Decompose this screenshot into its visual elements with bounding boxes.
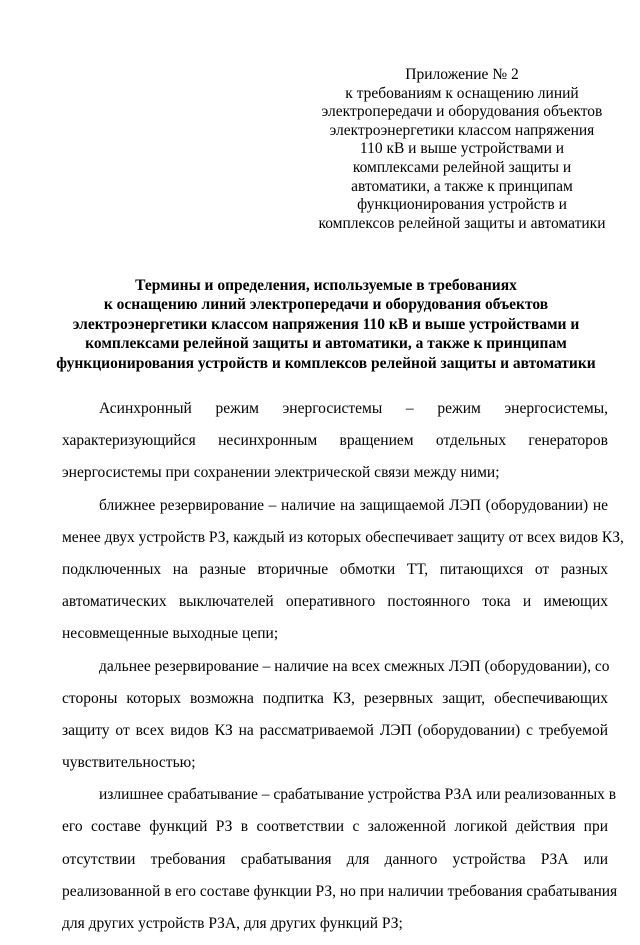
appendix-line: 110 кВ и выше устройствами и — [359, 140, 565, 158]
paragraph-line: реализованной в его составе функции РЗ, но при наличии требования срабатывания — [62, 882, 618, 900]
paragraph-line: несовмещенные выходные цепи; — [62, 625, 279, 643]
paragraph-asynchronous-mode — [62, 398, 608, 495]
paragraph-near-backup — [62, 495, 624, 656]
paragraph-remote-backup — [62, 656, 608, 785]
paragraph-line: ближнее резервирование – наличие на защищаемой ЛЭП (оборудовании) не — [99, 496, 608, 514]
title-line: к оснащению линий электропередачи и оборудования объектов — [103, 296, 549, 314]
title-line: функционирования устройств и комплексов релейной защиты и автоматики — [56, 354, 596, 372]
paragraph-line: менее двух устройств РЗ, каждый из которых обеспечивает защиту от всех видов КЗ, — [62, 528, 624, 546]
paragraph-line: энергосистемы при сохранении электрической связи между ними; — [62, 464, 500, 482]
paragraph-line: стороны которых возможна подпитка КЗ, резервных защит, обеспечивающих — [62, 689, 608, 707]
paragraph-excessive-operation — [62, 784, 618, 945]
paragraph-line: дальнее резервирование – наличие на всех смежных ЛЭП (оборудовании), со — [99, 657, 610, 675]
appendix-line: комплексов релейной защиты и автоматики — [318, 214, 606, 232]
paragraph-line: автоматических выключателей оперативного постоянного тока и имеющих — [62, 593, 608, 611]
paragraph-line: характеризующийся несинхронным вращением отдельных генераторов — [62, 432, 608, 450]
paragraph-line: для других устройств РЗА, для других функций РЗ; — [62, 915, 403, 932]
paragraph-line: подключенных на разные вторичные обмотки ТТ, питающихся от разных — [62, 560, 608, 578]
title-line: электроэнергетики классом напряжения 110 кВ и выше устройствами и — [72, 315, 580, 333]
document-title — [56, 276, 596, 373]
paragraph-line: чувствительностью; — [62, 754, 196, 772]
appendix-header — [318, 66, 606, 233]
document-body — [62, 398, 624, 945]
appendix-line: к требованиям к оснащению линий — [345, 84, 579, 102]
title-line: комплексами релейной защиты и автоматики, а также к принципам — [85, 335, 567, 353]
appendix-line: электроэнергетики классом напряжения — [329, 121, 595, 139]
appendix-line: автоматики, а также к принципам — [351, 177, 573, 195]
appendix-line: комплексами релейной защиты и — [352, 158, 572, 176]
paragraph-line: Асинхронный режим энергосистемы – режим энергосистемы, — [99, 400, 608, 417]
paragraph-line: его составе функций РЗ в соответствии с заложенной логикой действия при — [62, 818, 608, 836]
appendix-line: функционирования устройств и — [357, 196, 567, 214]
paragraph-line: защиту от всех видов КЗ на рассматриваемой ЛЭП (оборудовании) с требуемой — [62, 721, 608, 739]
paragraph-line: излишнее срабатывание – срабатывание устройства РЗА или реализованных в — [99, 786, 617, 804]
title-line: Термины и определения, используемые в требованиях — [135, 277, 517, 294]
appendix-line: электропередачи и оборудования объектов — [321, 103, 603, 121]
paragraph-line: отсутствии требования срабатывания для данного устройства РЗА или — [62, 850, 608, 868]
appendix-number: Приложение № 2 — [405, 66, 519, 83]
